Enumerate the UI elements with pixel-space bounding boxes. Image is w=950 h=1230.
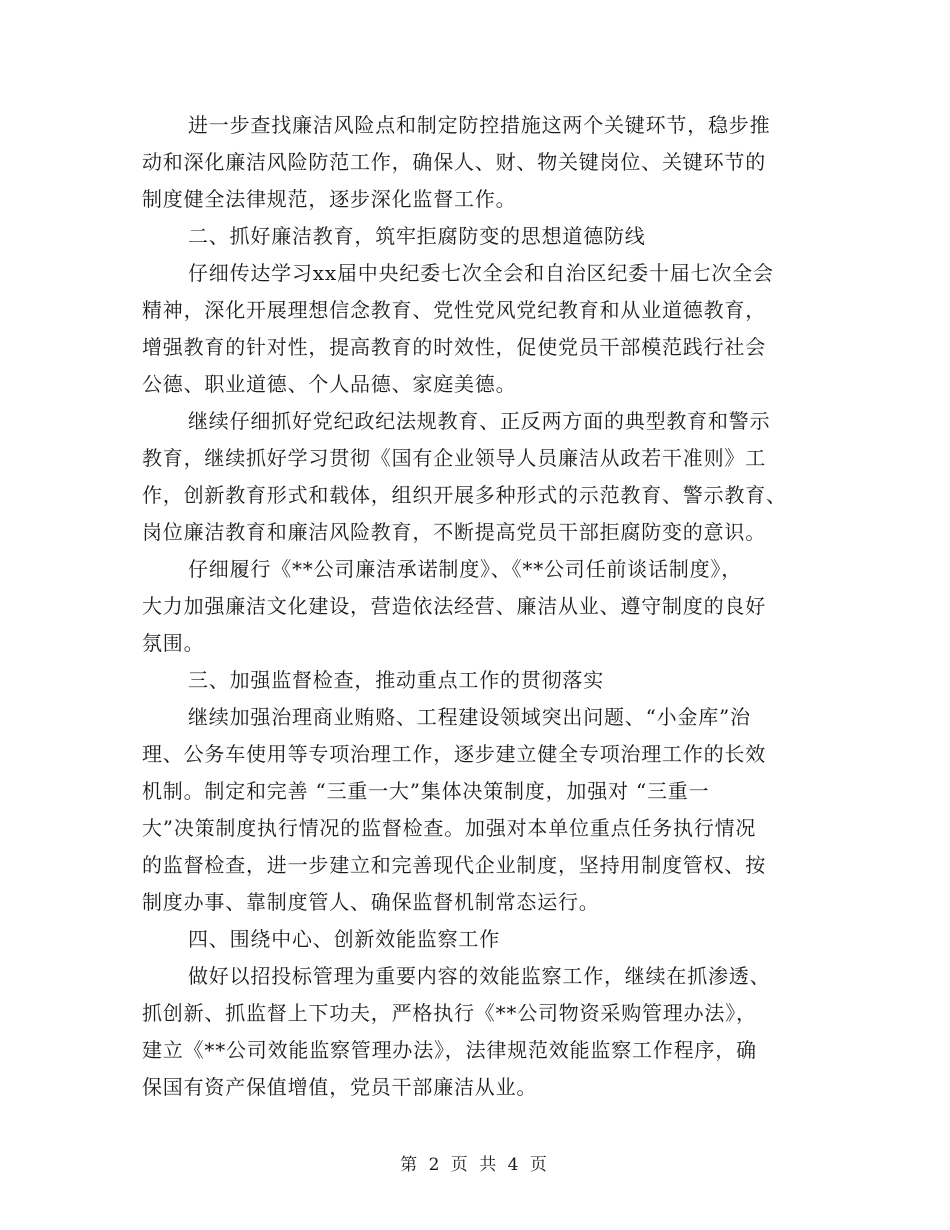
document-body bbox=[142, 107, 810, 1106]
section-heading: 四、围绕中心、创新效能监察工作 bbox=[188, 927, 500, 951]
text-line: 氛围。 bbox=[142, 631, 205, 655]
text-line: 增强教育的针对性，提高教育的时效性，促使党员干部模范践行社会 bbox=[142, 335, 766, 359]
text-line: 抓创新、抓监督上下功夫，严格执行《**公司物资采购管理办法》， bbox=[142, 1001, 757, 1025]
text-line: 做好以招投标管理为重要内容的效能监察工作，继续在抓渗透、 bbox=[188, 964, 771, 988]
text-line: 岗位廉洁教育和廉洁风险教育，不断提高党员干部拒腐防变的意识。 bbox=[142, 520, 766, 544]
text-line: 教育，继续抓好学习贯彻《国有企业领导人员廉洁从政若干准则》工 bbox=[142, 446, 766, 470]
text-line: 继续加强治理商业贿赂、工程建设领域突出问题、“小金库”治 bbox=[188, 705, 751, 729]
text-line: 精神，深化开展理想信念教育、党性党风党纪教育和从业道德教育， bbox=[142, 298, 766, 322]
text-line: 保国有资产保值增值，党员干部廉洁从业。 bbox=[142, 1075, 538, 1099]
text-line: 进一步查找廉洁风险点和制定防控措施这两个关键环节，稳步推 bbox=[188, 113, 771, 137]
section-heading: 三、加强监督检查，推动重点工作的贯彻落实 bbox=[188, 668, 604, 692]
text-line: 制度办事、靠制度管人、确保监督机制常态运行。 bbox=[142, 890, 600, 914]
text-line: 制度健全法律规范，逐步深化监督工作。 bbox=[142, 187, 517, 211]
text-line: 动和深化廉洁风险防范工作，确保人、财、物关键岗位、关键环节的 bbox=[142, 150, 766, 174]
text-line: 理、公务车使用等专项治理工作，逐步建立健全专项治理工作的长效 bbox=[142, 742, 766, 766]
text-line: 的监督检查，进一步建立和完善现代企业制度，坚持用制度管权、按 bbox=[142, 853, 766, 877]
text-line: 仔细履行《**公司廉洁承诺制度》、《**公司任前谈话制度》， bbox=[188, 557, 742, 581]
text-line: 继续仔细抓好党纪政纪法规教育、正反两方面的典型教育和警示 bbox=[188, 409, 771, 433]
page-number-footer: 第 2 页 共 4 页 bbox=[400, 1155, 550, 1175]
text-line: 大力加强廉洁文化建设，营造依法经营、廉洁从业、遵守制度的良好 bbox=[142, 594, 766, 618]
text-line: 公德、职业道德、个人品德、家庭美德。 bbox=[142, 372, 517, 396]
text-line: 仔细传达学习xx届中央纪委七次全会和自治区纪委十届七次全会 bbox=[188, 261, 774, 285]
text-line: 机制。制定和完善 “三重一大”集体决策制度，加强对 “三重一 bbox=[142, 779, 710, 803]
section-heading: 二、抓好廉洁教育，筑牢拒腐防变的思想道德防线 bbox=[188, 224, 646, 248]
text-line: 建立《**公司效能监察管理办法》，法律规范效能监察工作程序，确 bbox=[142, 1038, 757, 1062]
text-line: 作，创新教育形式和载体，组织开展多种形式的示范教育、警示教育、 bbox=[142, 483, 787, 507]
text-line: 大”决策制度执行情况的监督检查。加强对本单位重点任务执行情况 bbox=[142, 816, 757, 840]
